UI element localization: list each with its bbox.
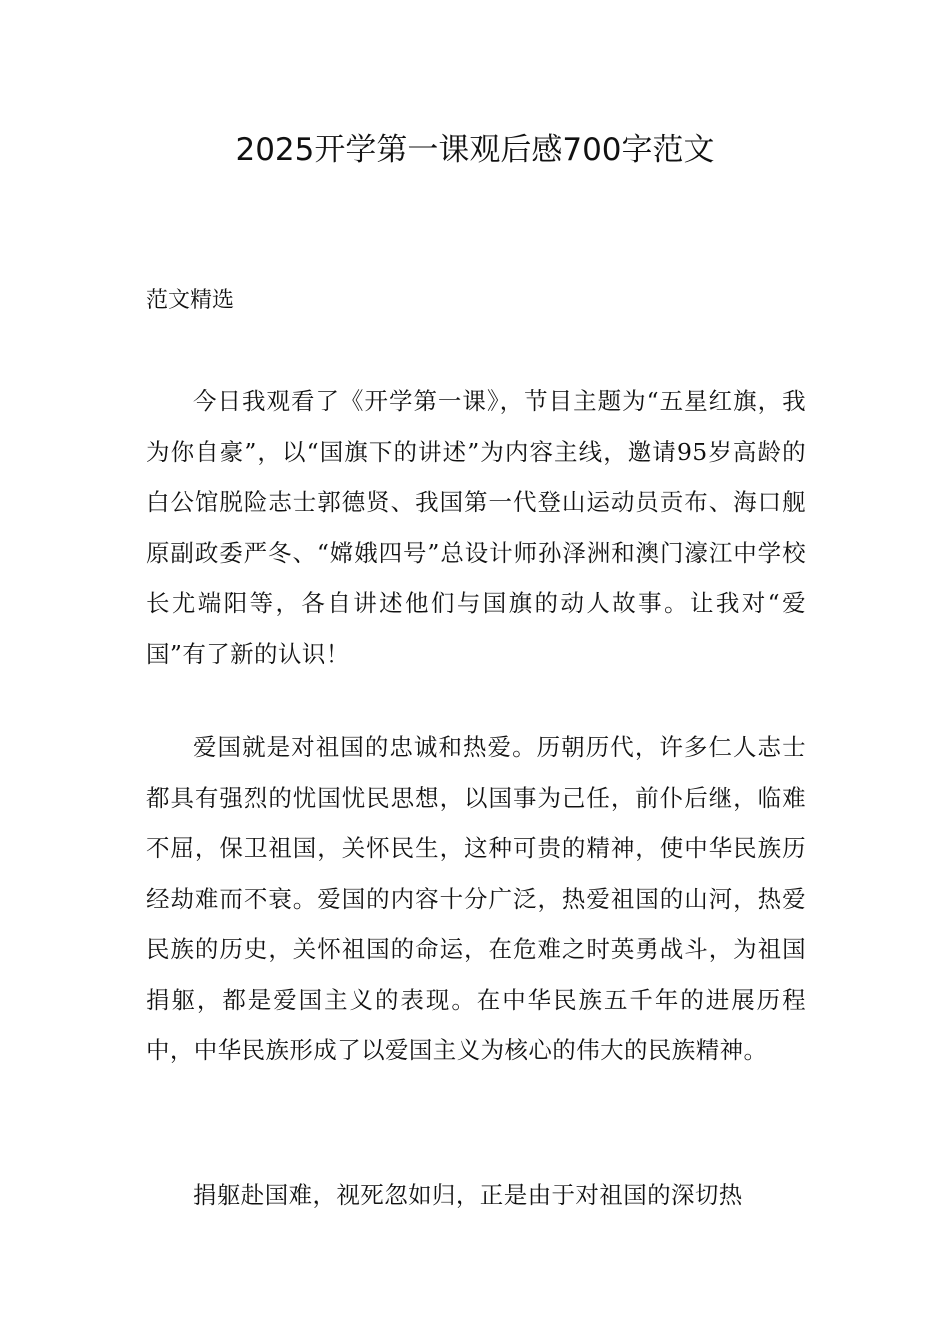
section-label: 范文精选 bbox=[146, 288, 235, 313]
document-title: 2025开学第一课观后感700字范文 bbox=[235, 132, 715, 168]
paragraph-3: 捐躯赴国难，视死忽如归，正是由于对祖国的深切热 bbox=[193, 1181, 743, 1209]
paragraph-1: 今日我观看了《开学第一课》，节目主题为“五星红旗，我为你自豪”，以“国旗下的讲述”为内容主线，邀请95岁高龄的白公馆脱险志士郭德贤、我国第一代登山运动员贡布、海口舰原副政委严冬、“嫦娥四号”总设计师孙泽洲和澳门濠江中学校长尤端阳等，各自讲述他们与国旗的动人故事。让我对“爱国”有了新的认识！ bbox=[146, 387, 806, 668]
paragraph-2: 爱国就是对祖国的忠诚和热爱。历朝历代，许多仁人志士都具有强烈的忧国忧民思想，以国事为己任，前仆后继，临难不屈，保卫祖国，关怀民生，这种可贵的精神，使中华民族历经劫难而不衰。爱国的内容十分广泛，热爱祖国的山河，热爱民族的历史，关怀祖国的命运，在危难之时英勇战斗，为祖国捐躯，都是爱国主义的表现。在中华民族五千年的进展历程中，中华民族形成了以爱国主义为核心的伟大的民族精神。 bbox=[146, 733, 806, 1064]
